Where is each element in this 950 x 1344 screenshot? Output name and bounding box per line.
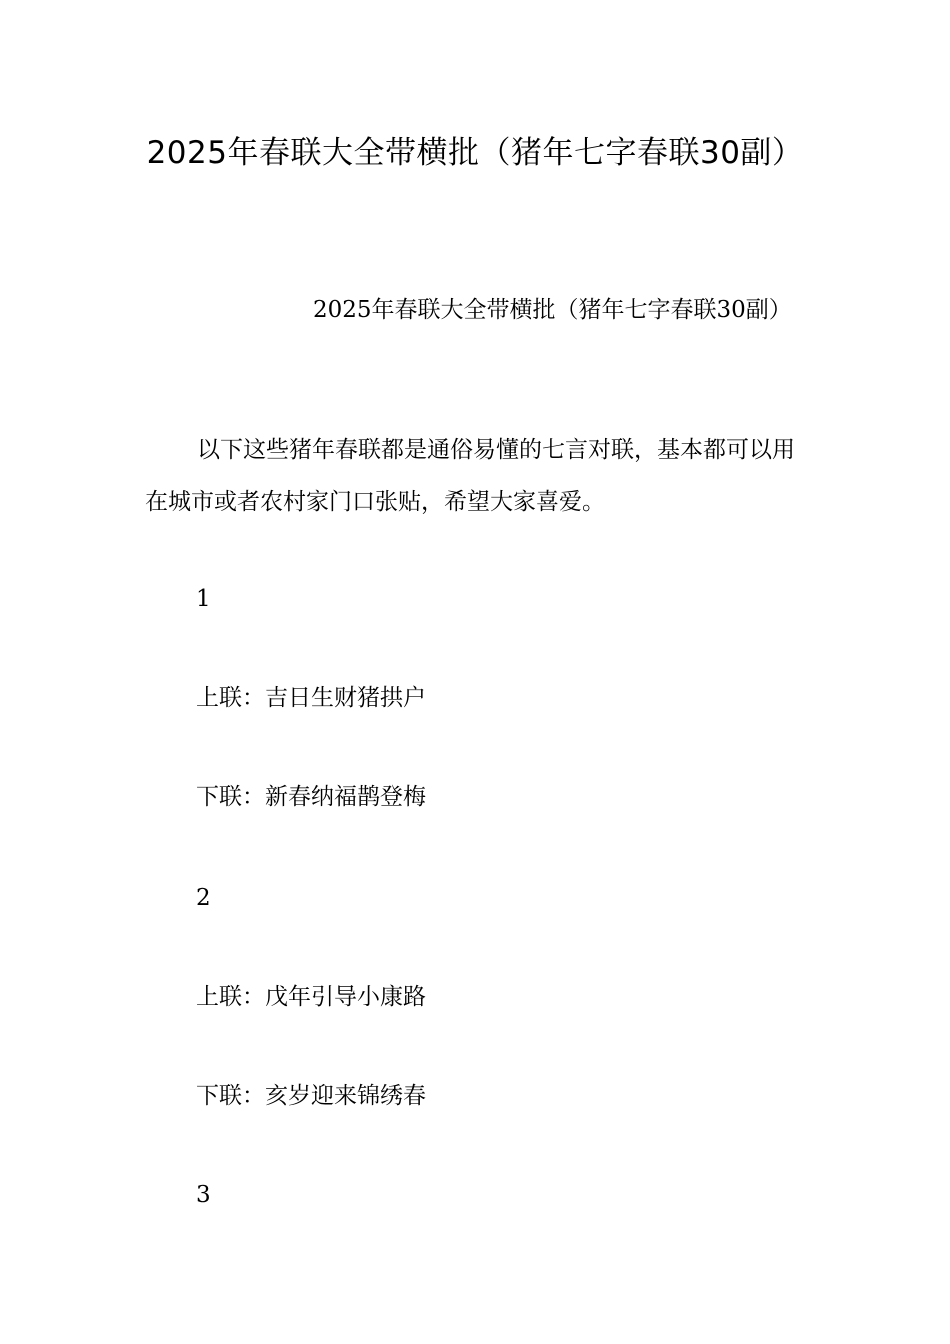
couplet-upper-line: 上联：吉日生财猪拱户 <box>196 685 426 711</box>
couplet-upper-line: 上联：戊年引导小康路 <box>196 984 426 1010</box>
couplet-number: 1 <box>196 586 211 612</box>
couplet-number: 3 <box>196 1182 211 1208</box>
couplet-lower-line: 下联：亥岁迎来锦绣春 <box>196 1083 426 1109</box>
couplet-lower-line: 下联：新春纳福鹊登梅 <box>196 784 426 810</box>
document-title: 2025年春联大全带横批（猪年七字春联30副） <box>146 135 804 171</box>
couplet-number: 2 <box>196 885 211 911</box>
document-subtitle: 2025年春联大全带横批（猪年七字春联30副） <box>313 297 792 323</box>
intro-paragraph: 以下这些猪年春联都是通俗易懂的七言对联，基本都可以用在城市或者农村家门口张贴，希望大家喜爱。 <box>145 437 795 515</box>
